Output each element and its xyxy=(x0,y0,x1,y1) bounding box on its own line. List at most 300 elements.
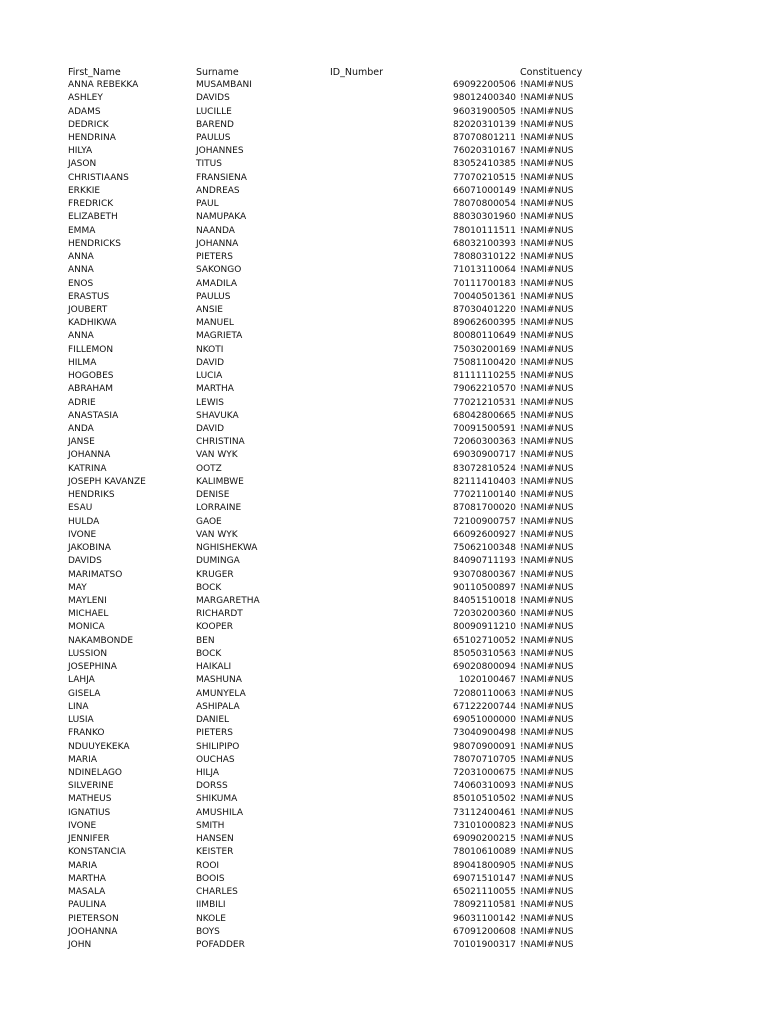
cell-constituency: !NAMI#NUS xyxy=(520,582,574,593)
table-row xyxy=(0,529,768,542)
cell-first-name: ERASTUS xyxy=(68,291,110,302)
cell-id-number: 72100900757 xyxy=(453,516,516,527)
cell-id-number: 77021100140 xyxy=(453,490,516,501)
cell-surname: ROOI xyxy=(196,860,220,871)
table-row xyxy=(0,383,768,396)
cell-first-name: KADHIKWA xyxy=(68,318,117,329)
cell-constituency: !NAMI#NUS xyxy=(520,926,574,937)
table-row xyxy=(0,172,768,185)
table-row xyxy=(0,913,768,926)
cell-surname: KRUGER xyxy=(196,569,234,580)
cell-first-name: MONICA xyxy=(68,622,105,633)
cell-surname: HAIKALI xyxy=(196,662,232,673)
cell-id-number: 79062210570 xyxy=(453,384,516,395)
cell-id-number: 75030200169 xyxy=(453,344,516,355)
cell-surname: PAUL xyxy=(196,199,219,210)
cell-id-number: 78092110581 xyxy=(453,900,516,911)
cell-first-name: ANDA xyxy=(68,424,94,434)
cell-id-number: 69030900717 xyxy=(453,450,516,461)
cell-constituency: !NAMI#NUS xyxy=(520,463,574,474)
cell-first-name: IGNATIUS xyxy=(68,807,111,818)
cell-id-number: 72080110063 xyxy=(453,688,516,699)
cell-id-number: 98012400340 xyxy=(453,93,516,104)
cell-first-name: NDUUYEKEKA xyxy=(68,741,130,752)
cell-constituency: !NAMI#NUS xyxy=(520,318,574,329)
cell-first-name: JAKOBINA xyxy=(68,543,111,553)
cell-constituency: !NAMI#NUS xyxy=(520,410,574,421)
table-row xyxy=(0,79,768,92)
table-row xyxy=(0,569,768,582)
table-row xyxy=(0,648,768,661)
cell-constituency: !NAMI#NUS xyxy=(520,648,574,659)
cell-first-name: MAYLENI xyxy=(68,596,107,606)
cell-first-name: ABRAHAM xyxy=(68,384,114,395)
table-row xyxy=(0,873,768,886)
cell-first-name: JASON xyxy=(68,159,97,170)
table-row xyxy=(0,132,768,145)
cell-surname: AMUNYELA xyxy=(196,688,246,699)
cell-surname: SHAVUKA xyxy=(196,410,239,421)
cell-constituency: !NAMI#NUS xyxy=(520,490,574,501)
cell-surname: AMUSHILA xyxy=(196,807,244,818)
cell-surname: IIMBILI xyxy=(196,900,226,911)
table-row xyxy=(0,926,768,939)
cell-first-name: MICHAEL xyxy=(68,609,109,620)
cell-id-number: 68032100393 xyxy=(453,238,516,249)
cell-id-number: 83052410385 xyxy=(453,159,516,170)
cell-constituency: !NAMI#NUS xyxy=(520,80,574,90)
cell-constituency: !NAMI#NUS xyxy=(520,741,574,752)
cell-id-number: 84051510018 xyxy=(453,596,516,606)
table-row xyxy=(0,225,768,238)
table-row xyxy=(0,688,768,701)
cell-first-name: PIETERSON xyxy=(68,913,119,924)
cell-constituency: !NAMI#NUS xyxy=(520,93,574,104)
cell-id-number: 87030401220 xyxy=(453,304,516,315)
cell-id-number: 66092600927 xyxy=(453,529,516,540)
table-row xyxy=(0,291,768,304)
cell-constituency: !NAMI#NUS xyxy=(520,715,574,725)
cell-surname: MARTHA xyxy=(196,384,234,395)
cell-id-number: 75081100420 xyxy=(453,357,516,368)
cell-first-name: EMMA xyxy=(68,225,96,236)
cell-surname: BOCK xyxy=(196,648,222,659)
cell-constituency: !NAMI#NUS xyxy=(520,304,574,315)
cell-first-name: SILVERINE xyxy=(68,781,114,792)
cell-surname: MASHUNA xyxy=(196,675,242,686)
cell-first-name: HULDA xyxy=(68,516,100,527)
cell-surname: NKOLE xyxy=(196,913,226,924)
cell-constituency: !NAMI#NUS xyxy=(520,887,574,897)
cell-surname: POFADDER xyxy=(196,940,245,950)
table-row xyxy=(0,516,768,529)
cell-constituency: !NAMI#NUS xyxy=(520,238,574,249)
cell-constituency: !NAMI#NUS xyxy=(520,701,574,712)
cell-constituency: !NAMI#NUS xyxy=(520,635,574,646)
cell-first-name: FILLEMON xyxy=(68,344,114,355)
cell-constituency: !NAMI#NUS xyxy=(520,132,574,143)
table-row xyxy=(0,767,768,780)
cell-surname: DENISE xyxy=(196,490,230,501)
cell-first-name: JANSE xyxy=(68,437,95,448)
table-row xyxy=(0,939,768,952)
table-row xyxy=(0,370,768,383)
cell-constituency: !NAMI#NUS xyxy=(520,146,574,157)
cell-surname: ANSIE xyxy=(196,304,223,315)
cell-id-number: 72031000675 xyxy=(453,768,516,778)
table-row xyxy=(0,357,768,370)
cell-first-name: HENDRIKS xyxy=(68,490,115,501)
cell-constituency: !NAMI#NUS xyxy=(520,860,574,871)
cell-id-number: 96031900505 xyxy=(453,106,516,117)
cell-first-name: ANNA xyxy=(68,331,94,342)
cell-first-name: MARTHA xyxy=(68,873,106,884)
cell-id-number: 74060310093 xyxy=(453,781,516,792)
cell-surname: NAANDA xyxy=(196,225,235,236)
cell-surname: MANUEL xyxy=(196,318,234,329)
table-row xyxy=(0,899,768,912)
cell-first-name: MATHEUS xyxy=(68,794,112,805)
cell-surname: ASHIPALA xyxy=(196,701,240,712)
cell-surname: LORRAINE xyxy=(196,503,242,514)
cell-id-number: 69020800094 xyxy=(453,662,516,673)
cell-id-number: 78070710705 xyxy=(453,754,516,765)
cell-surname: DAVIDS xyxy=(196,93,230,104)
cell-first-name: DAVIDS xyxy=(68,556,102,567)
cell-constituency: !NAMI#NUS xyxy=(520,172,574,183)
cell-id-number: 69051000000 xyxy=(453,715,516,725)
cell-first-name: ASHLEY xyxy=(68,93,103,104)
cell-id-number: 82111410403 xyxy=(453,476,516,487)
table-row xyxy=(0,463,768,476)
cell-first-name: JOSEPHINA xyxy=(68,662,117,673)
table-row xyxy=(0,410,768,423)
cell-surname: MARGARETHA xyxy=(196,596,260,606)
cell-id-number: 72030200360 xyxy=(453,609,516,620)
table-row xyxy=(0,820,768,833)
cell-id-number: 85050310563 xyxy=(453,648,516,659)
cell-id-number: 68042800665 xyxy=(453,410,516,421)
cell-surname: DUMINGA xyxy=(196,556,240,567)
cell-constituency: !NAMI#NUS xyxy=(520,834,574,845)
cell-id-number: 69092200506 xyxy=(453,80,516,90)
cell-constituency: !NAMI#NUS xyxy=(520,569,574,580)
cell-first-name: ELIZABETH xyxy=(68,212,118,223)
cell-constituency: !NAMI#NUS xyxy=(520,331,574,342)
table-row xyxy=(0,621,768,634)
cell-id-number: 87081700020 xyxy=(453,503,516,514)
cell-surname: NKOTI xyxy=(196,344,224,355)
cell-surname: DANIEL xyxy=(196,715,230,725)
cell-first-name: FRANKO xyxy=(68,728,105,739)
table-row xyxy=(0,330,768,343)
cell-constituency: !NAMI#NUS xyxy=(520,596,574,606)
cell-constituency: !NAMI#NUS xyxy=(520,913,574,924)
cell-constituency: !NAMI#NUS xyxy=(520,265,574,276)
cell-id-number: 89062600395 xyxy=(453,318,516,329)
cell-first-name: CHRISTIAANS xyxy=(68,172,129,183)
header-first-name: First_Name xyxy=(68,67,121,78)
cell-constituency: !NAMI#NUS xyxy=(520,807,574,818)
cell-first-name: PAULINA xyxy=(68,900,107,911)
cell-surname: DAVID xyxy=(196,357,225,368)
cell-constituency: !NAMI#NUS xyxy=(520,781,574,792)
cell-surname: MUSAMBANI xyxy=(196,80,252,90)
cell-id-number: 84090711193 xyxy=(453,556,516,567)
cell-surname: KALIMBWE xyxy=(196,476,244,487)
cell-first-name: HENDRICKS xyxy=(68,238,121,249)
cell-id-number: 70111700183 xyxy=(453,278,516,289)
cell-surname: NAMUPAKA xyxy=(196,212,247,223)
cell-constituency: !NAMI#NUS xyxy=(520,106,574,117)
cell-surname: DORSS xyxy=(196,781,228,792)
cell-constituency: !NAMI#NUS xyxy=(520,940,574,950)
cell-first-name: MASALA xyxy=(68,887,106,897)
cell-first-name: GISELA xyxy=(68,688,101,699)
table-row xyxy=(0,635,768,648)
cell-first-name: JENNIFER xyxy=(68,834,110,845)
cell-first-name: MARIA xyxy=(68,754,97,765)
cell-first-name: JOHANNA xyxy=(68,450,111,461)
cell-first-name: FREDRICK xyxy=(68,199,114,210)
table-row xyxy=(0,145,768,158)
cell-id-number: 69071510147 xyxy=(453,873,516,884)
cell-constituency: !NAMI#NUS xyxy=(520,543,574,553)
table-row xyxy=(0,251,768,264)
cell-constituency: !NAMI#NUS xyxy=(520,424,574,434)
cell-first-name: NDINELAGO xyxy=(68,768,123,778)
cell-surname: HILJA xyxy=(196,768,220,778)
table-row xyxy=(0,542,768,555)
cell-constituency: !NAMI#NUS xyxy=(520,516,574,527)
cell-first-name: NAKAMBONDE xyxy=(68,635,134,646)
cell-first-name: ANNA xyxy=(68,265,94,276)
cell-surname: GAOE xyxy=(196,516,222,527)
table-row xyxy=(0,198,768,211)
cell-constituency: !NAMI#NUS xyxy=(520,159,574,170)
cell-constituency: !NAMI#NUS xyxy=(520,357,574,368)
cell-surname: SAKONGO xyxy=(196,265,242,276)
table-row xyxy=(0,344,768,357)
cell-first-name: ERKKIE xyxy=(68,185,101,196)
cell-id-number: 98070900091 xyxy=(453,741,516,752)
cell-first-name: ANNA xyxy=(68,252,94,262)
cell-constituency: !NAMI#NUS xyxy=(520,119,574,130)
table-row xyxy=(0,793,768,806)
cell-surname: CHRISTINA xyxy=(196,437,245,448)
cell-id-number: 80090911210 xyxy=(453,622,516,633)
cell-id-number: 80080110649 xyxy=(453,331,516,342)
cell-surname: RICHARDT xyxy=(196,609,243,620)
table-row xyxy=(0,741,768,754)
cell-first-name: HILMA xyxy=(68,357,97,368)
cell-first-name: MARIMATSO xyxy=(68,569,123,580)
cell-id-number: 75062100348 xyxy=(453,543,516,553)
cell-constituency: !NAMI#NUS xyxy=(520,820,574,831)
cell-surname: NGHISHEKWA xyxy=(196,543,258,553)
cell-id-number: 70091500591 xyxy=(453,424,516,434)
cell-constituency: !NAMI#NUS xyxy=(520,384,574,395)
table-row xyxy=(0,423,768,436)
header-surname: Surname xyxy=(196,67,239,78)
cell-surname: LUCIA xyxy=(196,371,223,382)
cell-surname: JOHANNA xyxy=(196,238,239,249)
cell-constituency: !NAMI#NUS xyxy=(520,291,574,302)
cell-id-number: 83072810524 xyxy=(453,463,516,474)
cell-id-number: 78010111511 xyxy=(453,225,516,236)
cell-surname: KOOPER xyxy=(196,622,233,633)
cell-id-number: 78080310122 xyxy=(453,252,516,262)
cell-first-name: JOUBERT xyxy=(68,304,108,315)
table-row xyxy=(0,158,768,171)
cell-surname: BOCK xyxy=(196,582,222,593)
cell-first-name: ANASTASIA xyxy=(68,410,119,421)
cell-surname: JOHANNES xyxy=(196,146,244,157)
cell-constituency: !NAMI#NUS xyxy=(520,225,574,236)
cell-surname: BOOIS xyxy=(196,873,225,884)
cell-constituency: !NAMI#NUS xyxy=(520,371,574,382)
cell-id-number: 72060300363 xyxy=(453,437,516,448)
table-row xyxy=(0,807,768,820)
table-row xyxy=(0,317,768,330)
cell-first-name: LUSIA xyxy=(68,715,94,725)
table-row xyxy=(0,780,768,793)
cell-first-name: LAHJA xyxy=(68,675,95,686)
cell-first-name: MARIA xyxy=(68,860,97,871)
cell-first-name: IVONE xyxy=(68,529,97,540)
table-row xyxy=(0,397,768,410)
cell-id-number: 65102710052 xyxy=(453,635,516,646)
cell-constituency: !NAMI#NUS xyxy=(520,688,574,699)
cell-constituency: !NAMI#NUS xyxy=(520,622,574,633)
table-row xyxy=(0,595,768,608)
cell-constituency: !NAMI#NUS xyxy=(520,900,574,911)
cell-first-name: ADAMS xyxy=(68,106,101,117)
cell-constituency: !NAMI#NUS xyxy=(520,185,574,196)
cell-id-number: 65021110055 xyxy=(453,887,516,897)
cell-surname: OOTZ xyxy=(196,463,222,474)
cell-constituency: !NAMI#NUS xyxy=(520,556,574,567)
cell-id-number: 96031100142 xyxy=(453,913,516,924)
table-row xyxy=(0,833,768,846)
cell-id-number: 81111110255 xyxy=(453,371,516,382)
cell-surname: AMADILA xyxy=(196,278,238,289)
cell-constituency: !NAMI#NUS xyxy=(520,728,574,739)
cell-id-number: 85010510502 xyxy=(453,794,516,805)
table-row xyxy=(0,304,768,317)
cell-first-name: JOOHANNA xyxy=(68,926,118,937)
cell-constituency: !NAMI#NUS xyxy=(520,794,574,805)
cell-constituency: !NAMI#NUS xyxy=(520,503,574,514)
cell-id-number: 78010610089 xyxy=(453,847,516,858)
table-row xyxy=(0,860,768,873)
cell-first-name: ANNA REBEKKA xyxy=(68,80,139,90)
header-constituency: Constituency xyxy=(520,67,583,78)
cell-id-number: 66071000149 xyxy=(453,185,516,196)
cell-first-name: LINA xyxy=(68,701,89,712)
cell-surname: FRANSIENA xyxy=(196,172,247,183)
cell-first-name: HENDRINA xyxy=(68,132,116,143)
cell-surname: VAN WYK xyxy=(196,529,238,540)
cell-surname: VAN WYK xyxy=(196,450,238,461)
cell-constituency: !NAMI#NUS xyxy=(520,529,574,540)
cell-surname: BEN xyxy=(196,635,215,646)
cell-id-number: 77070210515 xyxy=(453,172,516,183)
cell-surname: PIETERS xyxy=(196,728,233,739)
cell-id-number: 90110500897 xyxy=(453,582,516,593)
cell-first-name: MAY xyxy=(68,582,87,593)
cell-first-name: KATRINA xyxy=(68,463,107,474)
cell-first-name: HOGOBES xyxy=(68,371,114,382)
cell-id-number: 89041800905 xyxy=(453,860,516,871)
cell-id-number: 73101000823 xyxy=(453,820,516,831)
cell-constituency: !NAMI#NUS xyxy=(520,476,574,487)
cell-id-number: 70040501361 xyxy=(453,291,516,302)
cell-constituency: !NAMI#NUS xyxy=(520,754,574,765)
cell-constituency: !NAMI#NUS xyxy=(520,212,574,223)
cell-constituency: !NAMI#NUS xyxy=(520,278,574,289)
cell-id-number: 73040900498 xyxy=(453,728,516,739)
cell-first-name: JOSEPH KAVANZE xyxy=(68,476,146,487)
table-row xyxy=(0,436,768,449)
cell-constituency: !NAMI#NUS xyxy=(520,252,574,262)
cell-surname: BOYS xyxy=(196,926,220,937)
table-row xyxy=(0,582,768,595)
cell-constituency: !NAMI#NUS xyxy=(520,437,574,448)
header-id-number: ID_Number xyxy=(330,67,384,78)
header-row xyxy=(0,66,768,79)
cell-first-name: IVONE xyxy=(68,820,97,831)
cell-id-number: 78070800054 xyxy=(453,199,516,210)
cell-id-number: 71013110064 xyxy=(453,265,516,276)
cell-id-number: 88030301960 xyxy=(453,212,516,223)
cell-surname: TITUS xyxy=(196,159,222,170)
table-row xyxy=(0,661,768,674)
table-row xyxy=(0,211,768,224)
table-row xyxy=(0,714,768,727)
cell-surname: CHARLES xyxy=(196,887,238,897)
cell-id-number: 73112400461 xyxy=(453,807,516,818)
table-row xyxy=(0,701,768,714)
cell-first-name: ENOS xyxy=(68,278,94,289)
table-row xyxy=(0,555,768,568)
cell-constituency: !NAMI#NUS xyxy=(520,662,574,673)
cell-surname: MAGRIETA xyxy=(196,331,243,342)
cell-id-number: 93070800367 xyxy=(453,569,516,580)
table-row xyxy=(0,92,768,105)
cell-first-name: ADRIE xyxy=(68,397,96,408)
cell-surname: PAULUS xyxy=(196,291,231,302)
cell-surname: SHILIPIPO xyxy=(196,741,240,752)
table-row xyxy=(0,886,768,899)
cell-surname: OUCHAS xyxy=(196,754,235,765)
cell-id-number: 69090200215 xyxy=(453,834,516,845)
cell-id-number: 82020310139 xyxy=(453,119,516,130)
cell-constituency: !NAMI#NUS xyxy=(520,397,574,408)
cell-constituency: !NAMI#NUS xyxy=(520,873,574,884)
cell-id-number: 77021210531 xyxy=(453,397,516,408)
cell-first-name: ESAU xyxy=(68,503,93,514)
cell-surname: PIETERS xyxy=(196,252,233,262)
cell-first-name: KONSTANCIA xyxy=(68,847,126,858)
table-row xyxy=(0,449,768,462)
cell-surname: BAREND xyxy=(196,119,234,130)
table-row xyxy=(0,502,768,515)
cell-surname: SHIKUMA xyxy=(196,794,238,805)
cell-constituency: !NAMI#NUS xyxy=(520,450,574,461)
table-row xyxy=(0,608,768,621)
table-row xyxy=(0,264,768,277)
